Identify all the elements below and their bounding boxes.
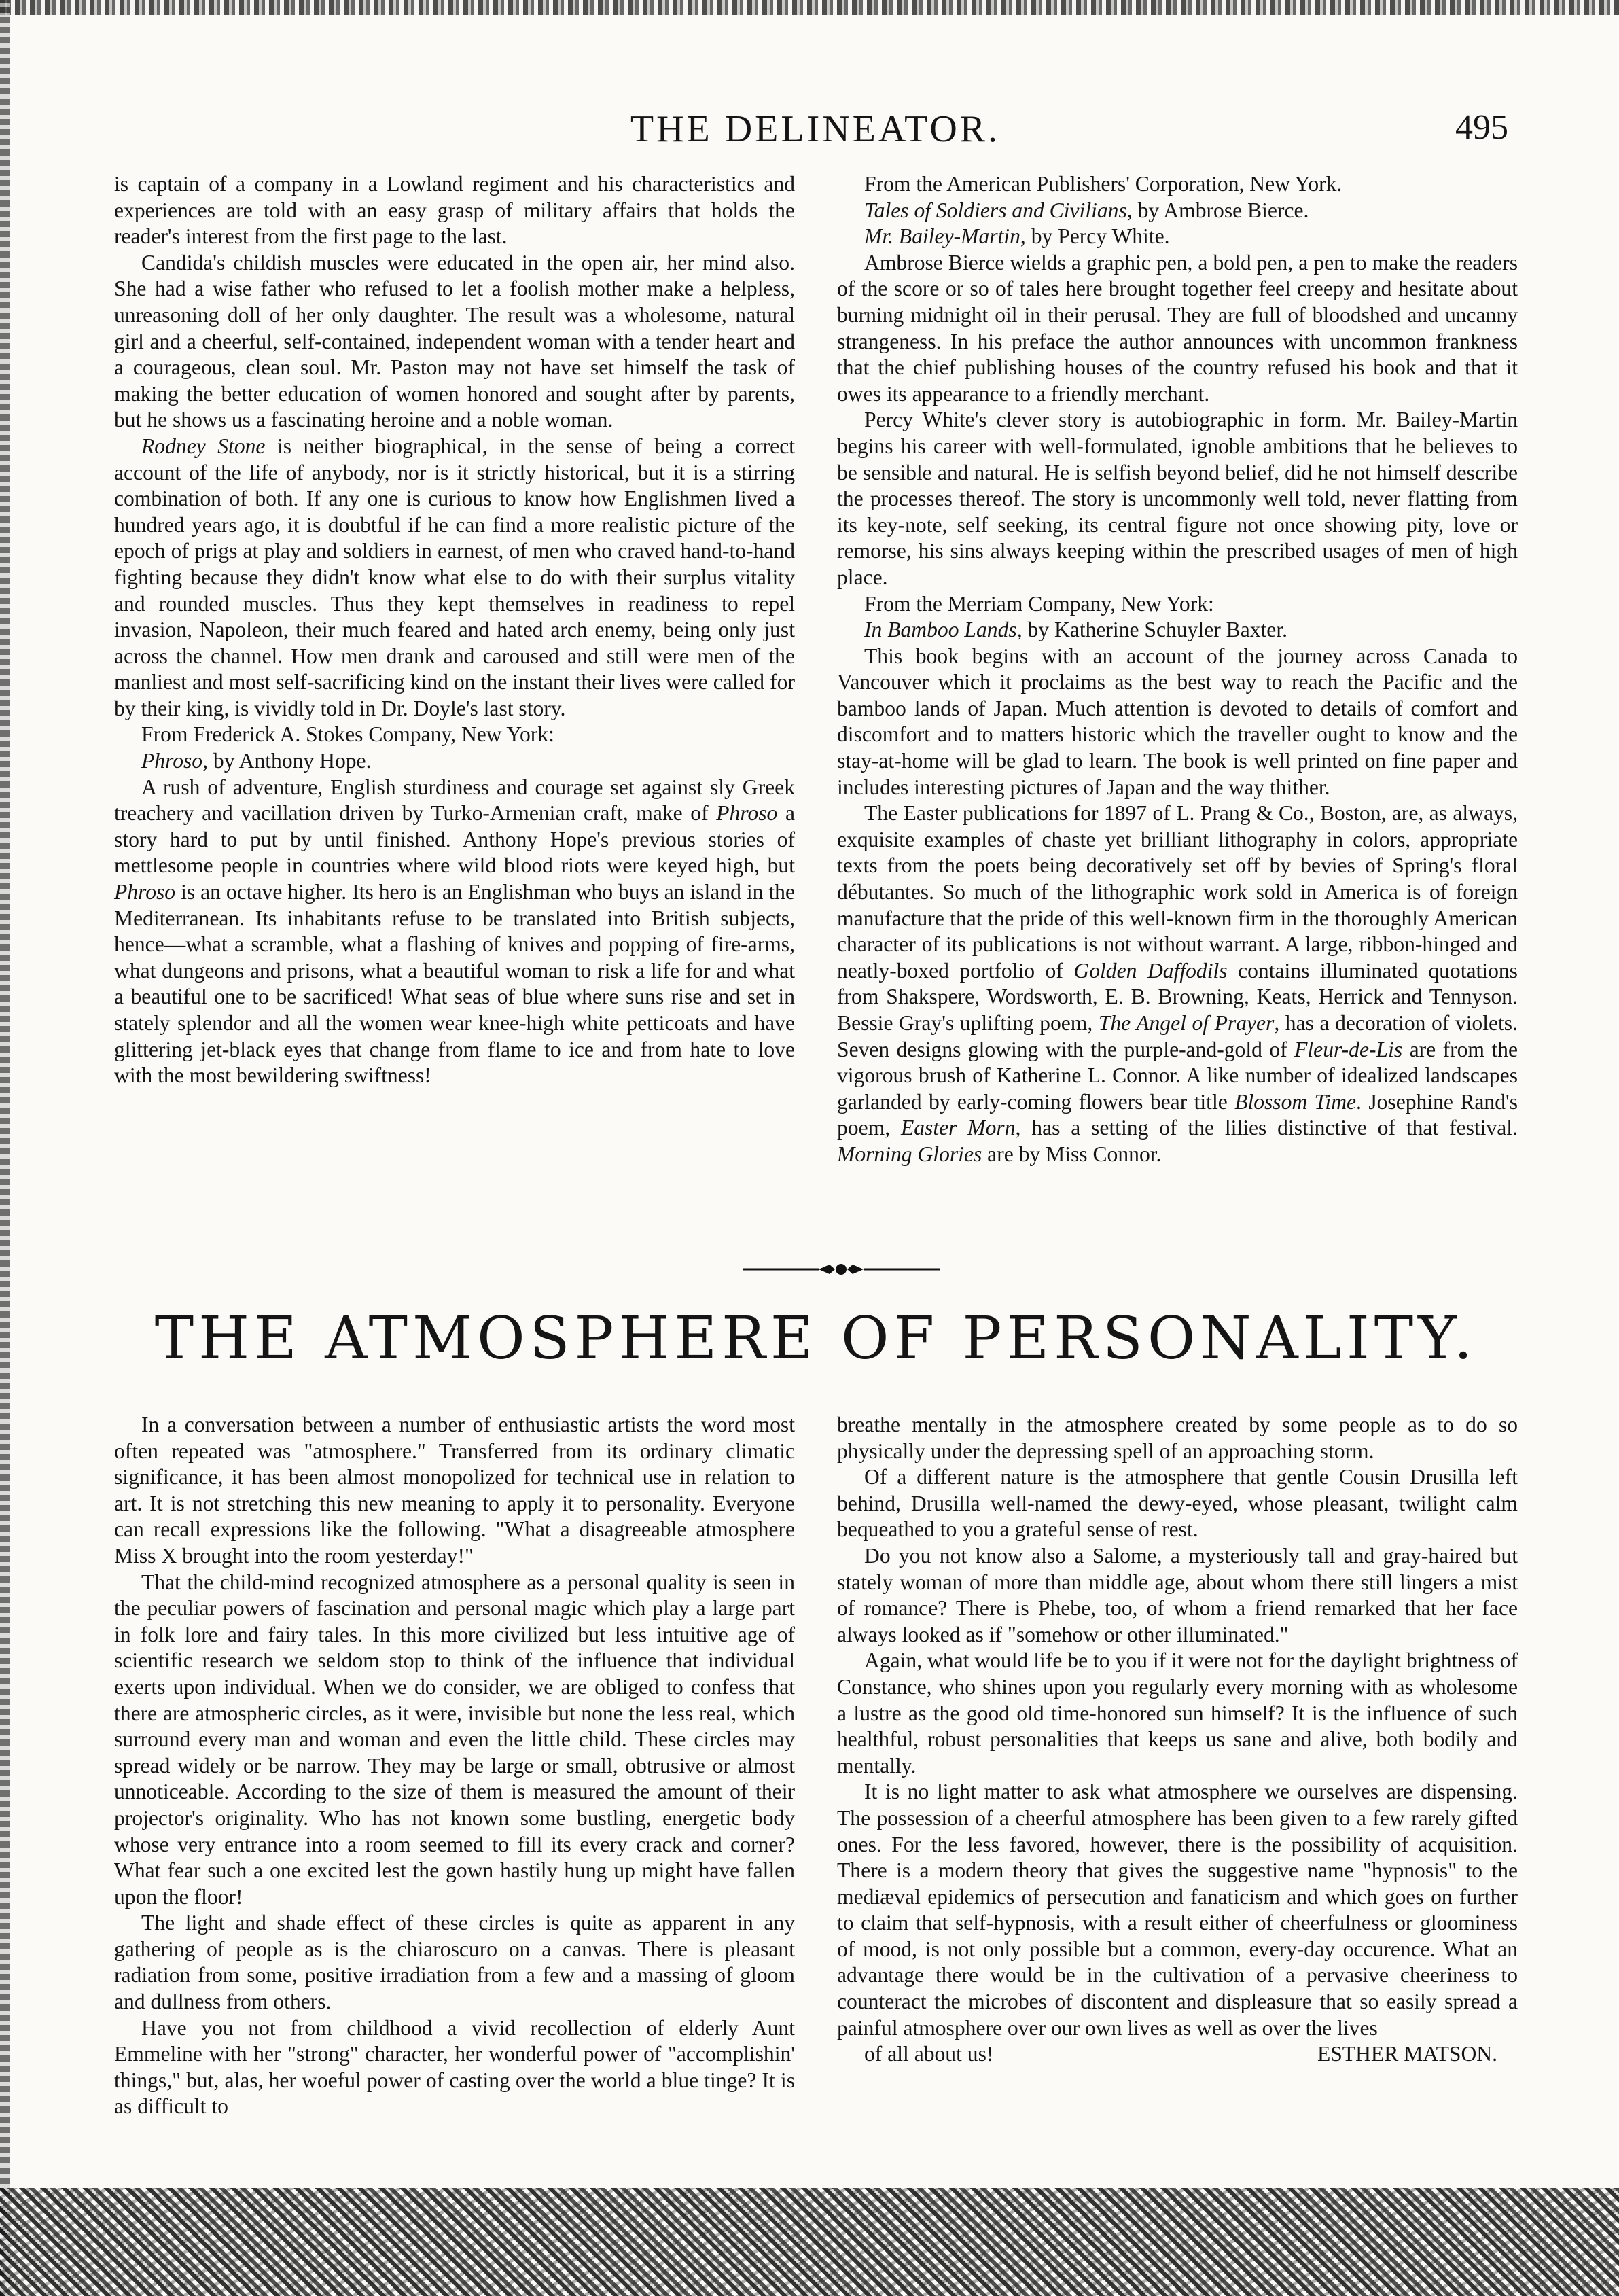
paragraph: That the child-mind recognized atmosphere as a personal quality is seen in the peculiar powers of fascination and personal magic which play a large part in folk lore and fairy tales. In this more civilized but less intuitive age of scientific research we seldom stop to think of the influence that individual exerts upon individual. When we do consider, we are obliged to confess that there are atmospheric circles, as it were, invisible but none the less real, which surround every man and woman and even the little child. These circles may spread widely or be narrow. They may be large or small, obtrusive or almost unnoticeable. According to the size of them is measured the amount of their projector's originality. Who has not known some bustling, energetic body whose very entrance into a room seemed to fill its every crack and corner? What fear such a one excited lest the gown hastily hung up might have fallen upon the floor! [114, 1570, 795, 1909]
paragraph: The light and shade effect of these circles is quite as apparent in any gathering of people as is the chiaroscuro on a canvas. There is pleasant radiation from some, positive irradiation from a few and a massing of gloom and dullness from others. [114, 1911, 795, 2014]
paragraph: Percy White's clever story is autobiographic in form. Mr. Bailey-Martin begins his career with well-formulated, ignoble ambitions that he believes to be sensible and natural. He is selfish beyond belief, did he not himself describe the processes thereof. The story is uncommonly well told, never flatting from its key-note, self seeking, its central figure not once showing pity, love or remorse, his sins always keeping within the prescribed usages of men of high place. [837, 408, 1518, 589]
book-reference: Tales of Soldiers and Civilians, by Ambrose Bierce. [864, 198, 1309, 222]
book-title: Tales of Soldiers and Civilians [864, 198, 1127, 222]
running-head: THE DELINEATOR. [630, 108, 1001, 150]
scan-edge-top [0, 0, 1619, 15]
paragraph: This book begins with an account of the journey across Canada to Vancouver which it proclaims as the best way to reach the Pacific and the bamboo lands of Japan. Much attention is devoted to details of comfort and discomfort and to matters historic which the traveller ought to know and the stay-at-home will be glad to learn. The book is well printed on fine paper and includes interesting pictures of Japan and the way thither. [837, 643, 1518, 799]
book-reference: Phroso, by Anthony Hope. [141, 749, 372, 773]
publisher-line: From the American Publishers' Corporation, New York. [864, 172, 1342, 196]
closing-text: of all about us! [864, 2042, 994, 2066]
paragraph: In a conversation between a number of enthusiastic artists the word most often repeated was "atmosphere." Transferred from its ordinary climatic significance, it has been almost monopolized for technical use in relation to art. It is not stretching this new meaning to apply it to personality. Everyone can recall expressions like the following. "What a disagreeable atmosphere Miss X brought into the room yesterday!" [114, 1413, 795, 1568]
paragraph: Have you not from childhood a vivid recollection of elderly Aunt Emmeline with her "strong" character, her wonderful power of "accomplishin' things," but, alas, her woeful power of casting over the world a blue tinge? It is as difficult to [114, 2015, 795, 2119]
publisher-line: From the Merriam Company, New York: [864, 591, 1214, 616]
paragraph: A rush of adventure, English sturdiness and courage set against sly Greek treachery and vacillation driven by Turko-Armenian craft, make of Phroso a story hard to put by until finished. Anthony Hope's previous stories of mettlesome people in countries where wild blood riots were keyed high, but Phroso is an octave higher. Its hero is an Englishman who buys an island in the Mediterranean. Its inhabitants refuse to be translated into British subjects, hence—what a scramble, what a flashing of knives and popping of fire-arms, what dungeons and prisons, what a beautiful woman to risk a life for and what a beautiful one to be sacrificed! What seas of blue where suns rise and set in stately splendor and all the women wear knee-high white petticoats and have glittering jet-black eyes that change from flame to ice and from hate to love with the most bewildering swiftness! [114, 775, 796, 1088]
book-title: Mr. Bailey-Martin [864, 224, 1020, 249]
paragraph: Again, what would life be to you if it were not for the daylight brightness of Constance, who shines upon you regularly every morning with as wholesome a lustre as the good old time-honored sun himself? It is the influence of such healthful, robust personalities that keeps us sane and alive, both bodily and mentally. [837, 1648, 1518, 1778]
paragraph: Ambrose Bierce wields a graphic pen, a bold pen, a pen to make the readers of the score or so of tales here brought together feel creepy and hesitate about burning midnight oil in their perusal. They are full of bloodshed and uncanny strangeness. In his preface the author announces with uncommon frankness that the chief publishing houses of the country refused his book and that it owes its appearance to a friendly merchant. [837, 250, 1518, 406]
author-signature: ESTHER MATSON. [1317, 2042, 1497, 2066]
book-title: Rodney Stone [141, 434, 266, 458]
book-title: Phroso [141, 749, 203, 773]
article-title: THE ATMOSPHERE OF PERSONALITY. [154, 1305, 1478, 1373]
article-column-right [837, 1412, 1518, 2068]
book-reference: Mr. Bailey-Martin, by Percy White. [864, 224, 1170, 249]
book-reference: In Bamboo Lands, by Katherine Schuyler Baxter. [864, 618, 1288, 642]
paragraph: Candida's childish muscles were educated in the open air, her mind also. She had a wise father who refused to let a foolish mother make a helpless, unreasoning doll of her only daughter. The result was a wholesome, natural girl and a cheerful, self-contained, independent woman with a tender heart and a courageous, clean soul. Mr. Paston may not have set himself the task of making the better education of women honored and sought after by parents, but he shows us a fascinating heroine and a noble woman. [114, 250, 795, 432]
scan-edge-left [0, 0, 10, 2296]
paragraph: The Easter publications for 1897 of L. Prang & Co., Boston, are, as always, exquisite examples of chaste yet brilliant lithography in colors, appropriate texts from the poets being decoratively set off by bevies of Spring's floral débutantes. So much of the lithographic work sold in America is of foreign manufacture that the pride of this well-known firm in the thoroughly American character of its publications is not without warrant. A large, ribbon-hinged and neatly-boxed portfolio of Golden Daffodils contains illuminated quotations from Shakspere, Wordsworth, E. B. Browning, Keats, Herrick and Tennyson. Bessie Gray's uplifting poem, The Angel of Prayer, has a decoration of violets. Seven designs glowing with the purple-and-gold of Fleur-de-Lis are from the vigorous brush of Katherine L. Connor. A like number of idealized landscapes garlanded by early-coming flowers bear title Blossom Time. Josephine Rand's poem, Easter Morn, has a setting of the lilies distinctive of that festival. Morning Glories are by Miss Connor. [837, 801, 1518, 1166]
review-column-left [114, 171, 795, 1089]
paragraph: Of a different nature is the atmosphere that gentle Cousin Drusilla left behind, Drusilla well-named the dewy-eyed, whose pleasant, twilight calm bequeathed to you a grateful sense of rest. [837, 1465, 1518, 1542]
page-number: 495 [1455, 108, 1508, 147]
paragraph: Do you not know also a Salome, a mysteriously tall and gray-haired but stately woman of more than middle age, about whom there still lingers a mist of romance? There is Phebe, too, of whom a friend remarked that her face always looked as if "somehow or other illuminated." [837, 1543, 1518, 1646]
article-column-left [114, 1412, 795, 2120]
paragraph: Rodney Stone is neither biographical, in the sense of being a correct account of the life of anybody, nor is it strictly historical, but it is a stirring combination of both. If any one is curious to know how Englishmen lived a hundred years ago, it is doubtful if he can find a more realistic picture of the epoch of prigs at play and soldiers in earnest, of men who craved hand-to-hand fighting because they didn't know what else to do with their surplus vitality and rounded muscles. Thus they kept themselves in readiness to repel invasion, Napoleon, their much feared and hated arch enemy, being only just across the channel. How men drank and caroused and still were men of the manliest and most self-sacrificing kind on the instant their lives were called for by their king, is vividly told in Dr. Doyle's last story. [114, 434, 796, 720]
scan-edge-bottom [0, 2188, 1619, 2296]
article-closing-line [837, 2041, 1518, 2068]
book-title: In Bamboo Lands [864, 618, 1017, 642]
paragraph: breathe mentally in the atmosphere created by some people as to do so physically under the depressing spell of an approaching storm. [837, 1413, 1518, 1463]
paragraph: is captain of a company in a Lowland regiment and his characteristics and experiences are told with an easy grasp of military affairs that holds the reader's interest from the first page to the last. [114, 172, 795, 249]
publisher-line: From Frederick A. Stokes Company, New York: [141, 722, 554, 747]
section-divider-ornament [743, 1256, 940, 1283]
paragraph: It is no light matter to ask what atmosphere we ourselves are dispensing. The possession of a cheerful atmosphere has been given to a few rarely gifted ones. For the less favored, however, there is the possibility of acquisition. There is a modern theory that gives the suggestive name "hypnosis" to the mediæval epidemics of persecution and fanaticism and which goes on further to claim that self-hypnosis, with a result either of cheerfulness or gloominess of mood, is not only possible but a common, every-day occurence. What an advantage there would be in the cultivation of a pervasive cheeriness to counteract the microbes of discontent and displeasure that so easily spread a painful atmosphere over our own lives as well as over the lives [837, 1780, 1518, 2040]
review-column-right [837, 171, 1518, 1168]
